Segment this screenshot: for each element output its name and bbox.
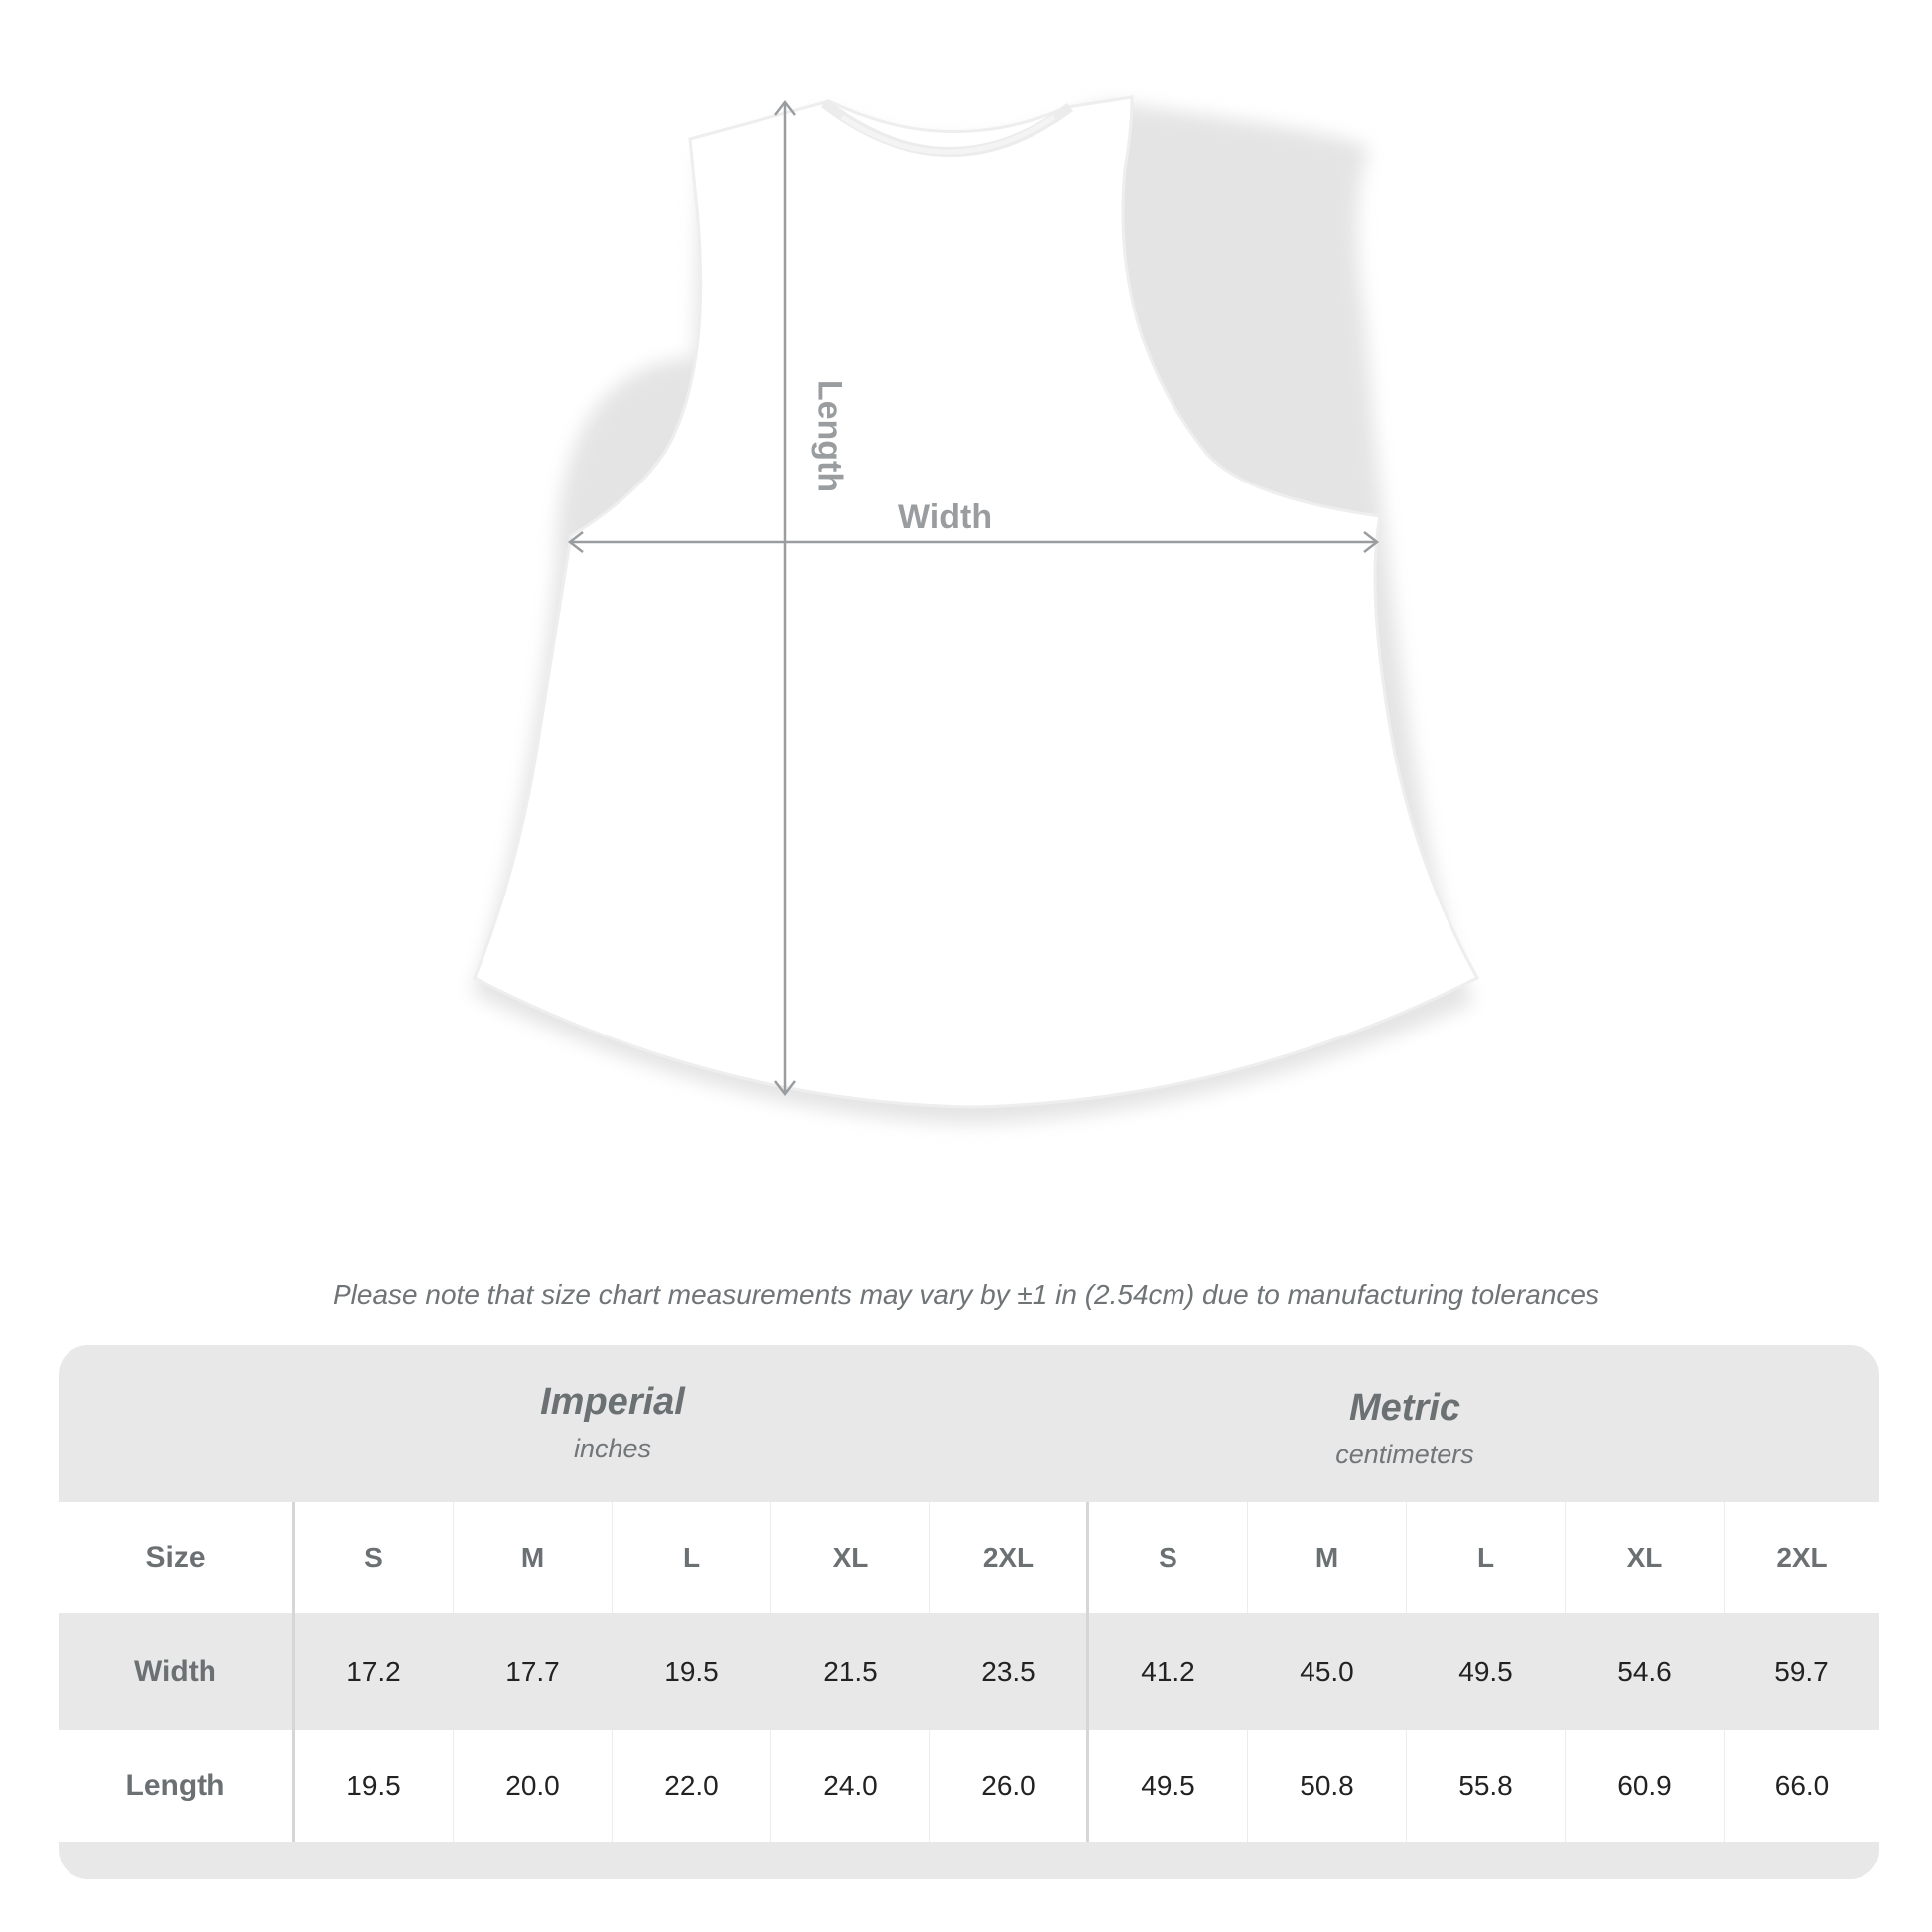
size-cell: M (1248, 1502, 1407, 1613)
length-cell: 19.5 (295, 1730, 454, 1842)
metric-header (930, 1345, 1879, 1502)
width-row-label: Width (59, 1613, 295, 1730)
length-cell: 60.9 (1566, 1730, 1725, 1842)
width-cell: 21.5 (771, 1613, 930, 1730)
size-cell: S (295, 1502, 454, 1613)
size-row (59, 1502, 1879, 1613)
size-cell: M (454, 1502, 613, 1613)
width-cell: 49.5 (1407, 1613, 1566, 1730)
width-cell: 23.5 (930, 1613, 1089, 1730)
width-cell: 17.2 (295, 1613, 454, 1730)
length-cell: 24.0 (771, 1730, 930, 1842)
width-row (59, 1613, 1879, 1730)
size-cell: L (613, 1502, 771, 1613)
width-dimension-label: Width (898, 498, 993, 536)
metric-title: Metric (1349, 1387, 1460, 1429)
size-cell: XL (1566, 1502, 1725, 1613)
length-dimension-label: Length (810, 379, 849, 493)
width-cell: 17.7 (454, 1613, 613, 1730)
size-cell: S (1089, 1502, 1248, 1613)
width-cell: 59.7 (1725, 1613, 1879, 1730)
length-row-label: Length (59, 1730, 295, 1842)
width-cell: 19.5 (613, 1613, 771, 1730)
length-cell: 49.5 (1089, 1730, 1248, 1842)
length-cell: 20.0 (454, 1730, 613, 1842)
size-row-label: Size (59, 1502, 295, 1613)
size-cell: 2XL (1776, 1542, 1828, 1573)
size-cell: XL (771, 1502, 930, 1613)
width-cell: 41.2 (1089, 1613, 1248, 1730)
metric-unit: centimeters (1335, 1440, 1474, 1469)
length-cell: 26.0 (930, 1730, 1089, 1842)
size-chart-table (59, 1345, 1879, 1879)
imperial-title: Imperial (540, 1381, 685, 1423)
length-cell: 22.0 (613, 1730, 771, 1842)
imperial-unit: inches (573, 1434, 652, 1463)
size-cell: 2XL (930, 1502, 1089, 1613)
size-cell: L (1407, 1502, 1566, 1613)
imperial-header (295, 1345, 930, 1502)
length-row (59, 1730, 1879, 1842)
length-cell: 66.0 (1774, 1770, 1830, 1801)
width-cell: 45.0 (1248, 1613, 1407, 1730)
length-cell: 55.8 (1407, 1730, 1566, 1842)
length-cell: 50.8 (1248, 1730, 1407, 1842)
width-cell: 54.6 (1566, 1613, 1725, 1730)
tolerance-note: Please note that size chart measurements may vary by ±1 in (2.54cm) due to manufacturing tolerances (333, 1279, 1599, 1310)
